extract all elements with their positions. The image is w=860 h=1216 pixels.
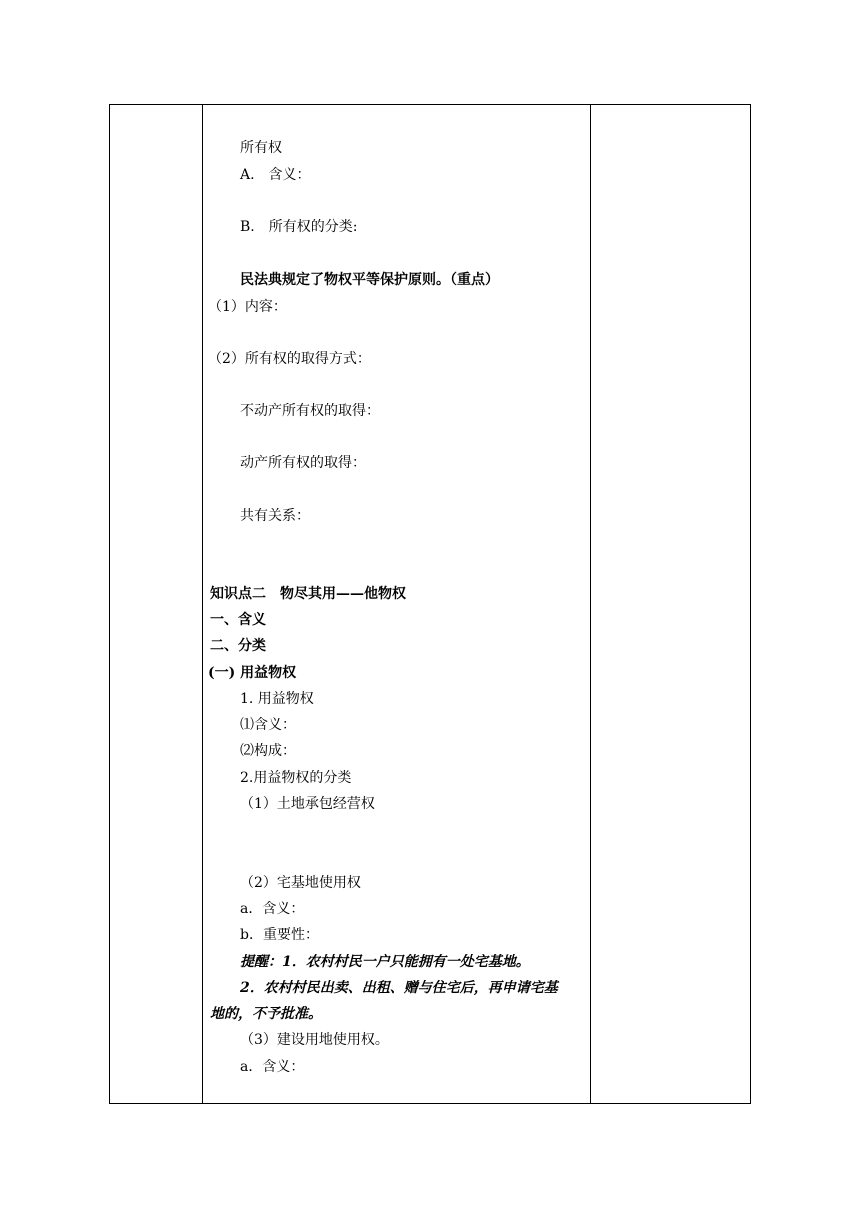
item-usufruct: 1. 用益物权 <box>240 691 314 707</box>
document-table <box>109 104 751 1104</box>
item-construction-land-meaning: a．含义： <box>240 1059 305 1075</box>
reminder-line-3: 地的，不予批准。 <box>210 1006 322 1022</box>
reminder-line-1: 提醒：1．农村村民一户只能拥有一处宅基地。 <box>240 954 530 970</box>
item-usufruct-classification: 2.用益物权的分类 <box>240 770 352 786</box>
subsection-usufruct: (一) 用益物权 <box>208 665 297 681</box>
item-usufruct-meaning: ⑴含义： <box>240 717 296 733</box>
item-homestead-meaning: a．含义： <box>240 901 305 917</box>
item-real-estate-acquisition: 不动产所有权的取得： <box>240 403 380 419</box>
item-construction-land-right: （3）建设用地使用权。 <box>240 1032 389 1048</box>
section-meaning: 一、含义 <box>210 612 266 628</box>
heading-ownership: 所有权 <box>240 140 282 156</box>
item-ownership-meaning: A. 含义： <box>240 167 311 183</box>
item-movable-acquisition: 动产所有权的取得： <box>240 455 366 471</box>
item-homestead-right: （2）宅基地使用权 <box>240 875 361 891</box>
item-ownership-types: B. 所有权的分类: <box>240 219 358 235</box>
table-content-column <box>202 105 590 1103</box>
table-right-column <box>591 105 751 1103</box>
principle-equal-protection: 民法典规定了物权平等保护原则。（重点） <box>240 272 499 288</box>
item-co-ownership: 共有关系： <box>240 508 310 524</box>
table-left-column <box>110 105 202 1103</box>
item-usufruct-composition: ⑵构成： <box>240 743 296 759</box>
item-land-contract-right: （1）土地承包经营权 <box>240 796 375 812</box>
reminder-line-2: 2．农村村民出卖、出租、赠与住宅后，再申请宅基 <box>240 980 558 996</box>
item-acquisition-methods: （2）所有权的取得方式： <box>208 351 371 367</box>
item-content: （1）内容： <box>208 299 287 315</box>
knowledge-point-two-heading: 知识点二 物尽其用——他物权 <box>210 586 406 602</box>
item-homestead-importance: b．重要性： <box>240 927 319 943</box>
section-classification: 二、分类 <box>210 638 266 654</box>
